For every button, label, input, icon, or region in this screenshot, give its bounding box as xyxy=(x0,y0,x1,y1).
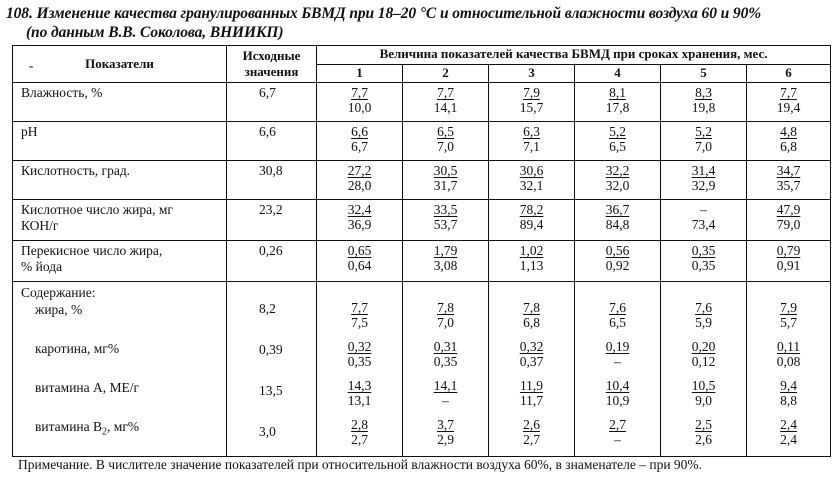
header-month: 3 xyxy=(489,64,575,83)
value-numerator: 7,7 xyxy=(351,300,368,315)
row-label-line1: Кислотное число жира, мг xyxy=(21,202,173,217)
value-numerator: 8,1 xyxy=(609,85,626,100)
value-denominator: 0,35 xyxy=(691,258,716,273)
row-label xyxy=(13,241,227,282)
value-numerator: 10,5 xyxy=(691,378,716,393)
value-numerator: 11,9 xyxy=(519,378,544,393)
value-denominator: 0,35 xyxy=(347,354,372,369)
value-denominator: 6,8 xyxy=(523,315,540,330)
value-denominator: 2,4 xyxy=(780,432,797,447)
value-numerator: 1,02 xyxy=(519,243,544,258)
value-denominator: 7,0 xyxy=(437,315,454,330)
value-cell xyxy=(747,83,831,122)
value-denominator: 6,5 xyxy=(609,315,626,330)
value-denominator: 11,7 xyxy=(519,393,544,408)
value-cell xyxy=(575,161,661,200)
value-denominator: – xyxy=(614,354,621,369)
row-label-line2: % йода xyxy=(21,259,63,274)
value-denominator: 79,0 xyxy=(776,217,801,232)
row-label: pH xyxy=(13,122,227,161)
value-denominator: 15,7 xyxy=(519,100,544,115)
value-denominator: – xyxy=(614,432,621,447)
value-numerator: 6,5 xyxy=(437,124,454,139)
value-cell xyxy=(661,241,747,282)
value-denominator: 0,92 xyxy=(605,258,630,273)
value-cell xyxy=(317,122,403,161)
value-numerator: 8,3 xyxy=(695,85,712,100)
value-denominator: 32,0 xyxy=(605,178,630,193)
value-denominator: 5,7 xyxy=(780,315,797,330)
row-initial: 30,8 xyxy=(227,161,317,200)
value-denominator: 0,12 xyxy=(691,354,716,369)
value-denominator: 17,8 xyxy=(605,100,630,115)
caption-line-1: 108. Изменение качества гранулированных БВМД при 18–20 °С и относительной влажности воздуха 60 и 90% xyxy=(6,5,762,22)
value-cell xyxy=(403,161,489,200)
value-numerator: 0,32 xyxy=(519,339,544,354)
row-initial: 6,6 xyxy=(227,122,317,161)
value-denominator: 36,9 xyxy=(347,217,372,232)
value-numerator: 0,65 xyxy=(347,243,372,258)
value-denominator: 9,0 xyxy=(695,393,712,408)
row-label-line1: Перекисное число жира, xyxy=(21,243,163,258)
value-cell xyxy=(575,122,661,161)
header-month: 6 xyxy=(747,64,831,83)
value-denominator: 6,8 xyxy=(780,139,797,154)
value-denominator: 3,08 xyxy=(433,258,458,273)
header-month: 5 xyxy=(661,64,747,83)
value-cell xyxy=(317,241,403,282)
value-numerator: 5,2 xyxy=(695,124,712,139)
row-label: Кислотность, град. xyxy=(13,161,227,200)
value-denominator: 2,7 xyxy=(523,432,540,447)
value-denominator: 1,13 xyxy=(519,258,544,273)
content-label: жира, % xyxy=(35,302,83,317)
value-numerator: – xyxy=(700,202,707,217)
value-numerator: 4,8 xyxy=(780,124,797,139)
content-values-column xyxy=(403,282,489,457)
value-numerator: 32,4 xyxy=(347,202,372,217)
header-month: 4 xyxy=(575,64,661,83)
value-numerator: 7,6 xyxy=(695,300,712,315)
value-numerator: 7,9 xyxy=(523,85,540,100)
value-cell xyxy=(489,241,575,282)
content-label-vitamin-b2 xyxy=(35,417,226,453)
table-row xyxy=(13,122,831,161)
value-denominator: 0,08 xyxy=(776,354,801,369)
value-denominator: 84,8 xyxy=(605,217,630,232)
value-numerator: 30,6 xyxy=(519,163,544,178)
value-numerator: 33,5 xyxy=(433,202,458,217)
content-values-column xyxy=(575,282,661,457)
value-denominator: 0,91 xyxy=(776,258,801,273)
value-cell xyxy=(403,241,489,282)
value-denominator: 32,1 xyxy=(519,178,544,193)
value-numerator: 7,9 xyxy=(780,300,797,315)
row-initial: 13,5 xyxy=(259,383,283,398)
row-label-line2: КОН/г xyxy=(21,218,59,233)
quality-table xyxy=(12,45,831,457)
row-label: Влажность, % xyxy=(13,83,227,122)
table-row xyxy=(13,161,831,200)
value-cell xyxy=(489,122,575,161)
value-denominator: 19,8 xyxy=(691,100,716,115)
value-denominator: 2,6 xyxy=(695,432,712,447)
table-row-content-group xyxy=(13,282,831,457)
header-month: 2 xyxy=(403,64,489,83)
value-numerator: 2,8 xyxy=(351,417,368,432)
value-denominator: – xyxy=(442,393,449,408)
value-numerator: 14,3 xyxy=(347,378,372,393)
value-cell xyxy=(747,241,831,282)
value-numerator: 30,5 xyxy=(433,163,458,178)
value-numerator: 7,6 xyxy=(609,300,626,315)
content-label: витамина А, МЕ/г xyxy=(35,380,140,395)
value-numerator: 2,4 xyxy=(780,417,797,432)
value-numerator: 34,7 xyxy=(776,163,801,178)
value-cell xyxy=(575,200,661,241)
header-initial-line2: значения xyxy=(244,64,299,79)
value-numerator: 36,7 xyxy=(605,202,630,217)
value-denominator: 31,7 xyxy=(433,178,458,193)
value-numerator: 14,1 xyxy=(433,378,458,393)
value-numerator: 0,56 xyxy=(605,243,630,258)
row-initial: 8,2 xyxy=(259,301,276,316)
value-numerator: 3,7 xyxy=(437,417,454,432)
content-initials xyxy=(227,282,317,457)
header-dash: - xyxy=(29,58,34,73)
content-label: каротина, мг% xyxy=(35,341,120,356)
value-denominator: 14,1 xyxy=(433,100,458,115)
value-numerator: 2,5 xyxy=(695,417,712,432)
content-values-column xyxy=(661,282,747,457)
header-storage-period: Величина показателей качества БВМД при сроках хранения, мес. xyxy=(317,46,831,65)
value-numerator: 0,79 xyxy=(776,243,801,258)
value-numerator: 7,8 xyxy=(523,300,540,315)
table-caption xyxy=(6,4,828,42)
value-numerator: 78,2 xyxy=(519,202,544,217)
value-numerator: 7,7 xyxy=(351,85,368,100)
value-numerator: 0,35 xyxy=(691,243,716,258)
table-row xyxy=(13,83,831,122)
value-numerator: 32,2 xyxy=(605,163,630,178)
content-group-labels xyxy=(13,282,227,457)
value-cell xyxy=(747,200,831,241)
value-denominator: 0,37 xyxy=(519,354,544,369)
value-numerator: 0,11 xyxy=(776,339,801,354)
table-note: Примечание. В числителе значение показателей при относительной влажности воздуха 60%, в знаменателе – при 90%. xyxy=(18,457,703,472)
value-numerator: 47,9 xyxy=(776,202,801,217)
value-denominator: 10,9 xyxy=(605,393,630,408)
content-label-subscript: 2 xyxy=(102,426,108,438)
value-numerator: 2,6 xyxy=(523,417,540,432)
value-denominator: 0,35 xyxy=(433,354,458,369)
value-numerator: 27,2 xyxy=(347,163,372,178)
value-cell xyxy=(661,122,747,161)
header-initial-line1: Исходные xyxy=(242,48,301,63)
value-numerator: 6,3 xyxy=(523,124,540,139)
value-numerator: 0,20 xyxy=(691,339,716,354)
header-month: 1 xyxy=(317,64,403,83)
row-initial: 0,26 xyxy=(227,241,317,282)
value-cell xyxy=(747,122,831,161)
value-cell xyxy=(661,200,747,241)
value-cell xyxy=(317,161,403,200)
row-label xyxy=(13,200,227,241)
value-numerator: 9,4 xyxy=(780,378,797,393)
value-numerator: 7,7 xyxy=(780,85,797,100)
value-denominator: 28,0 xyxy=(347,178,372,193)
value-denominator: 0,64 xyxy=(347,258,372,273)
value-denominator: 7,5 xyxy=(351,315,368,330)
content-values-column xyxy=(317,282,403,457)
value-denominator: 7,0 xyxy=(437,139,454,154)
value-numerator: 0,31 xyxy=(433,339,458,354)
value-cell xyxy=(661,83,747,122)
value-denominator: 19,4 xyxy=(776,100,801,115)
value-denominator: 53,7 xyxy=(433,217,458,232)
value-denominator: 5,9 xyxy=(695,315,712,330)
value-numerator: 1,79 xyxy=(433,243,458,258)
value-denominator: 73,4 xyxy=(691,217,716,232)
content-label-tail: , мг% xyxy=(107,419,140,434)
value-cell xyxy=(403,122,489,161)
value-numerator: 31,4 xyxy=(691,163,716,178)
value-denominator: 7,1 xyxy=(523,139,540,154)
value-denominator: 89,4 xyxy=(519,217,544,232)
value-cell xyxy=(489,161,575,200)
value-numerator: 0,19 xyxy=(605,339,630,354)
value-denominator: 32,9 xyxy=(691,178,716,193)
value-denominator: 2,9 xyxy=(437,432,454,447)
value-denominator: 10,0 xyxy=(347,100,372,115)
value-numerator: 7,8 xyxy=(437,300,454,315)
value-denominator: 7,0 xyxy=(695,139,712,154)
table-row xyxy=(13,200,831,241)
header-initial xyxy=(227,46,317,83)
value-cell xyxy=(317,83,403,122)
value-cell xyxy=(317,200,403,241)
content-label-text: витамина B xyxy=(35,419,103,434)
row-initial: 3,0 xyxy=(259,424,276,439)
header-indicators-label: Показатели xyxy=(85,56,154,71)
value-denominator: 8,8 xyxy=(780,393,797,408)
table-row xyxy=(13,241,831,282)
value-cell xyxy=(489,200,575,241)
value-denominator: 2,7 xyxy=(351,432,368,447)
row-initial: 6,7 xyxy=(227,83,317,122)
row-initial: 0,39 xyxy=(259,342,283,357)
content-group-title: Содержание: xyxy=(21,285,96,300)
content-values-column xyxy=(489,282,575,457)
value-numerator: 5,2 xyxy=(609,124,626,139)
value-cell xyxy=(489,83,575,122)
value-denominator: 13,1 xyxy=(347,393,372,408)
value-cell xyxy=(661,161,747,200)
value-cell xyxy=(403,200,489,241)
value-denominator: 6,7 xyxy=(351,139,368,154)
content-values-column xyxy=(747,282,831,457)
value-numerator: 2,7 xyxy=(609,417,626,432)
caption-line-2: (по данным В.В. Соколова, ВНИИКП) xyxy=(26,24,284,41)
value-numerator: 6,6 xyxy=(351,124,368,139)
value-cell xyxy=(403,83,489,122)
value-numerator: 10,4 xyxy=(605,378,630,393)
value-denominator: 6,5 xyxy=(609,139,626,154)
value-cell xyxy=(575,241,661,282)
value-cell xyxy=(747,161,831,200)
value-cell xyxy=(575,83,661,122)
header-indicators xyxy=(13,46,227,83)
value-denominator: 35,7 xyxy=(776,178,801,193)
row-initial: 23,2 xyxy=(227,200,317,241)
value-numerator: 7,7 xyxy=(437,85,454,100)
value-numerator: 0,32 xyxy=(347,339,372,354)
